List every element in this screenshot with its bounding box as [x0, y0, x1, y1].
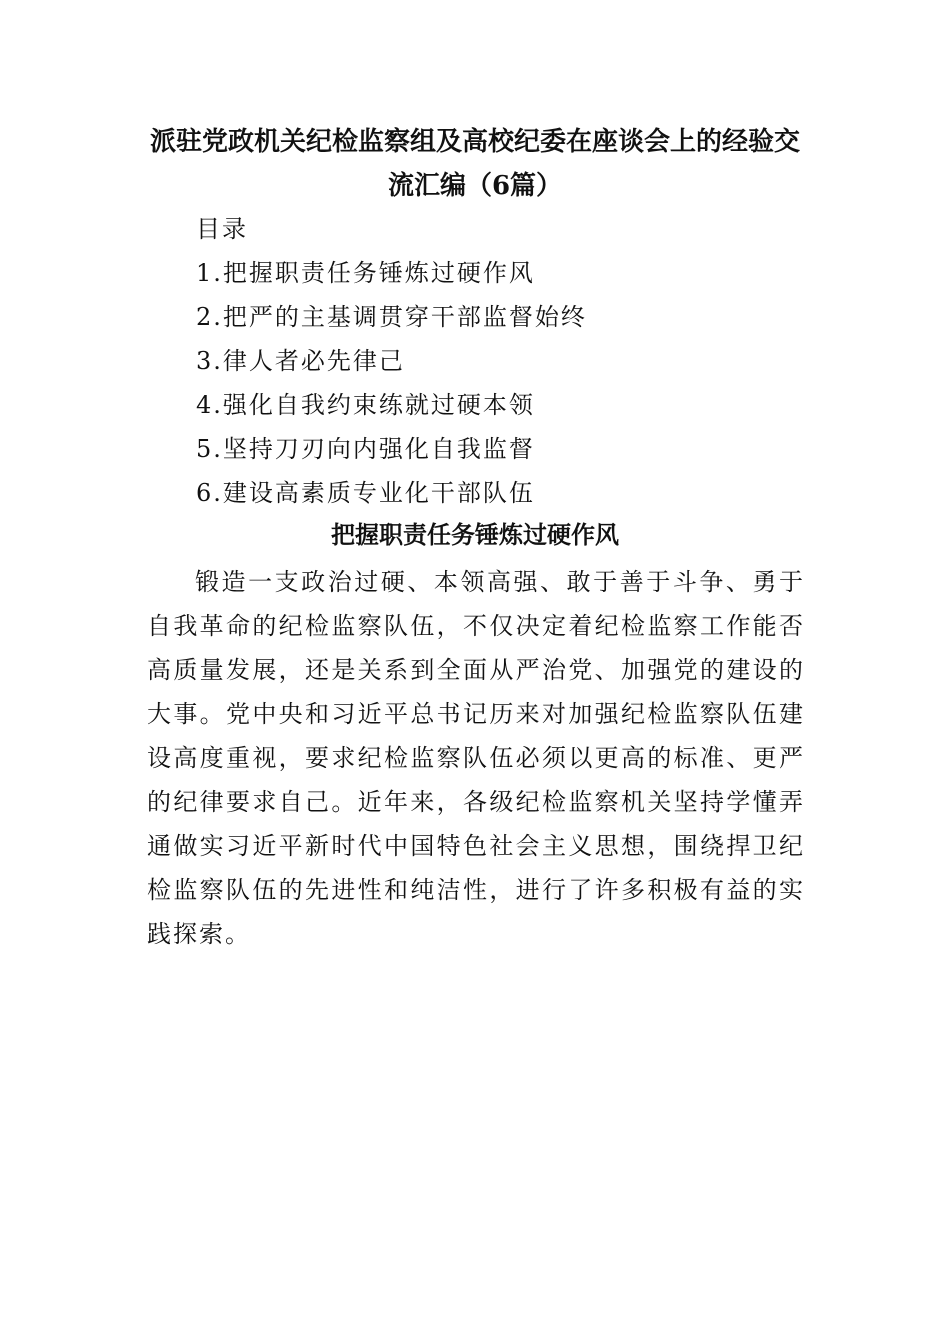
- toc-item: 1.把握职责任务锤炼过硬作风: [196, 259, 535, 287]
- toc-label: 目录: [196, 215, 248, 243]
- toc-list: [196, 256, 587, 520]
- section-title: 把握职责任务锤炼过硬作风: [331, 520, 619, 549]
- document-title-line-2: 流汇编（6篇）: [387, 171, 563, 201]
- body-paragraph: 锻造一支政治过硬、本领高强、敢于善于斗争、勇于自我革命的纪检监察队伍，不仅决定着纪检监察工作能否高质量发展，还是关系到全面从严治党、加强党的建设的大事。党中央和习近平总书记历来对加强纪检监察队伍建设高度重视，要求纪检监察队伍必须以更高的标准、更严的纪律要求自己。近年来，各级纪检监察机关坚持学懂弄通做实习近平新时代中国特色社会主义思想，围绕捍卫纪检监察队伍的先进性和纯洁性，进行了许多积极有益的实践探索。: [147, 568, 805, 948]
- toc-item: 3.律人者必先律己: [196, 347, 405, 375]
- document-title-line-1: 派驻党政机关纪检监察组及高校纪委在座谈会上的经验交: [150, 127, 801, 157]
- toc-item: 5.坚持刀刃向内强化自我监督: [196, 435, 535, 463]
- toc-item: 2.把严的主基调贯穿干部监督始终: [196, 303, 587, 331]
- toc-item: 4.强化自我约束练就过硬本领: [196, 391, 535, 419]
- toc-item: 6.建设高素质专业化干部队伍: [196, 479, 535, 507]
